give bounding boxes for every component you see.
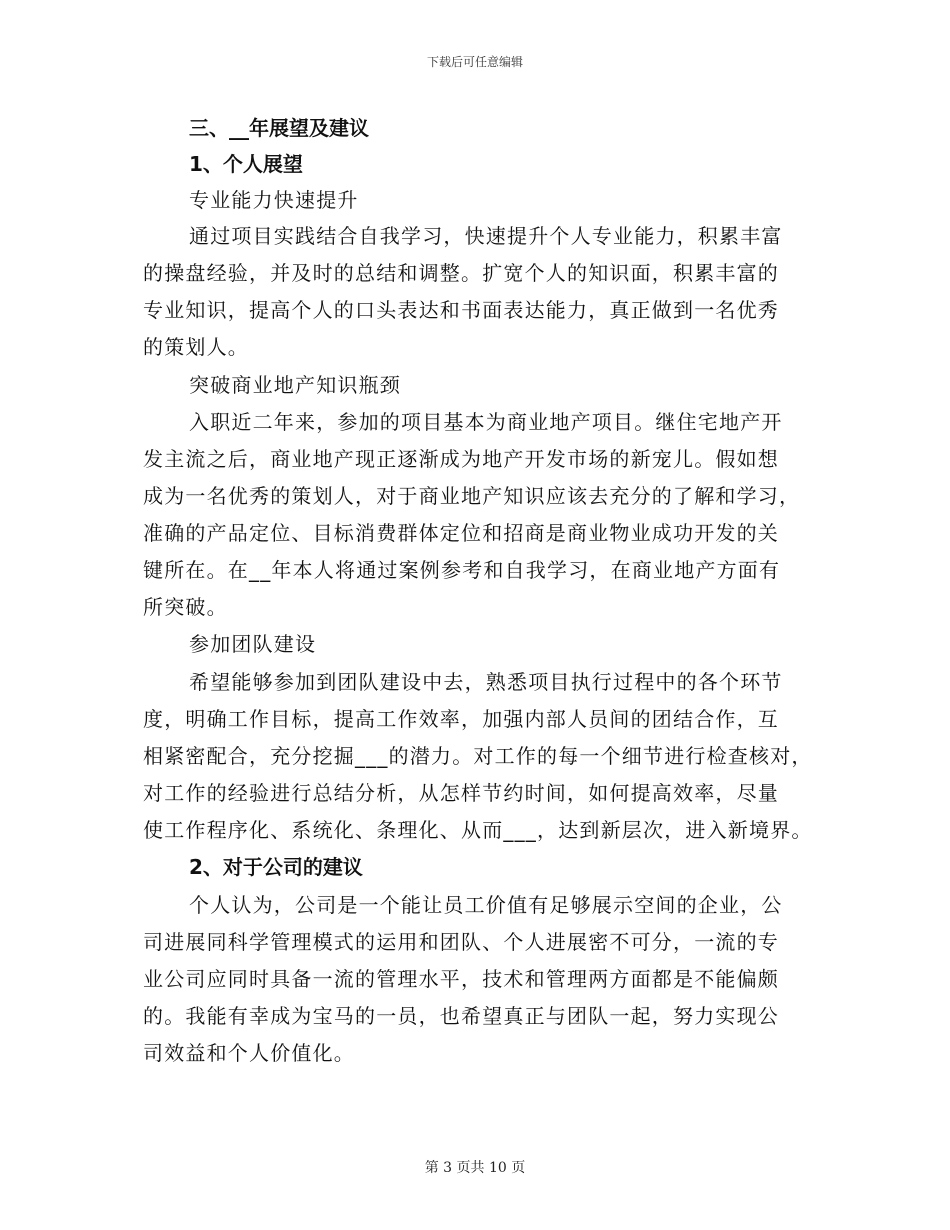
- paragraph-line: 入职近二年来，参加的项目基本为商业地产项目。继住宅地产开: [189, 410, 783, 434]
- paragraph-line: 专业知识，提高个人的口头表达和书面表达能力，真正做到一名优秀: [143, 298, 779, 322]
- paragraph-line: 度，明确工作目标，提高工作效率，加强内部人员间的团结合作，互: [143, 707, 779, 731]
- paragraph-line: 业公司应同时具备一流的管理水平，技术和管理两方面都是不能偏颇: [143, 967, 779, 991]
- paragraph-line: 司效益和个人价值化。: [143, 1041, 355, 1065]
- paragraph-line: 键所在。在__年本人将通过案例参考和自我学习，在商业地产方面有: [143, 558, 781, 582]
- paragraph-line: 发主流之后，商业地产现正逐渐成为地产开发市场的新宠儿。假如想: [143, 447, 779, 471]
- section-title: 三、__年展望及建议: [189, 116, 369, 140]
- page-footer: 第 3 页共 10 页: [424, 1160, 526, 1176]
- paragraph-line: 相紧密配合，充分挖掘___的潜力。对工作的每一个细节进行检查核对，: [143, 744, 813, 768]
- paragraph-line: 对工作的经验进行总结分析，从怎样节约时间，如何提高效率，尽量: [143, 781, 779, 805]
- paragraph-line: 的。我能有幸成为宝马的一员，也希望真正与团队一起，努力实现公: [143, 1004, 779, 1028]
- paragraph-line: 使工作程序化、系统化、条理化、从而___，达到新层次，进入新境界。: [143, 818, 813, 842]
- paragraph-line: 个人认为，公司是一个能让员工价值有足够展示空间的企业，公: [189, 893, 783, 917]
- paragraph-line: 的策划人。: [143, 335, 249, 359]
- paragraph-line: 成为一名优秀的策划人，对于商业地产知识应该去充分的了解和学习，: [143, 484, 801, 508]
- paragraph-line: 所突破。: [143, 595, 228, 619]
- subsection-title-1: 1、个人展望: [189, 152, 303, 176]
- page-header: 下载后可任意编辑: [426, 55, 523, 69]
- paragraph-line: 的操盘经验，并及时的总结和调整。扩宽个人的知识面，积累丰富的: [143, 261, 779, 285]
- paragraph-line: 司进展同科学管理模式的运用和团队、个人进展密不可分，一流的专: [143, 930, 779, 954]
- subsection-title-2: 2、对于公司的建议: [189, 855, 363, 879]
- item-heading-3: 参加团队建设: [189, 632, 317, 656]
- item-heading-1: 专业能力快速提升: [189, 188, 359, 212]
- paragraph-line: 通过项目实践结合自我学习，快速提升个人专业能力，积累丰富: [189, 224, 783, 248]
- paragraph-line: 希望能够参加到团队建设中去，熟悉项目执行过程中的各个环节: [189, 670, 783, 694]
- item-heading-2: 突破商业地产知识瓶颈: [189, 373, 401, 397]
- paragraph-line: 准确的产品定位、目标消费群体定位和招商是商业物业成功开发的关: [143, 521, 779, 545]
